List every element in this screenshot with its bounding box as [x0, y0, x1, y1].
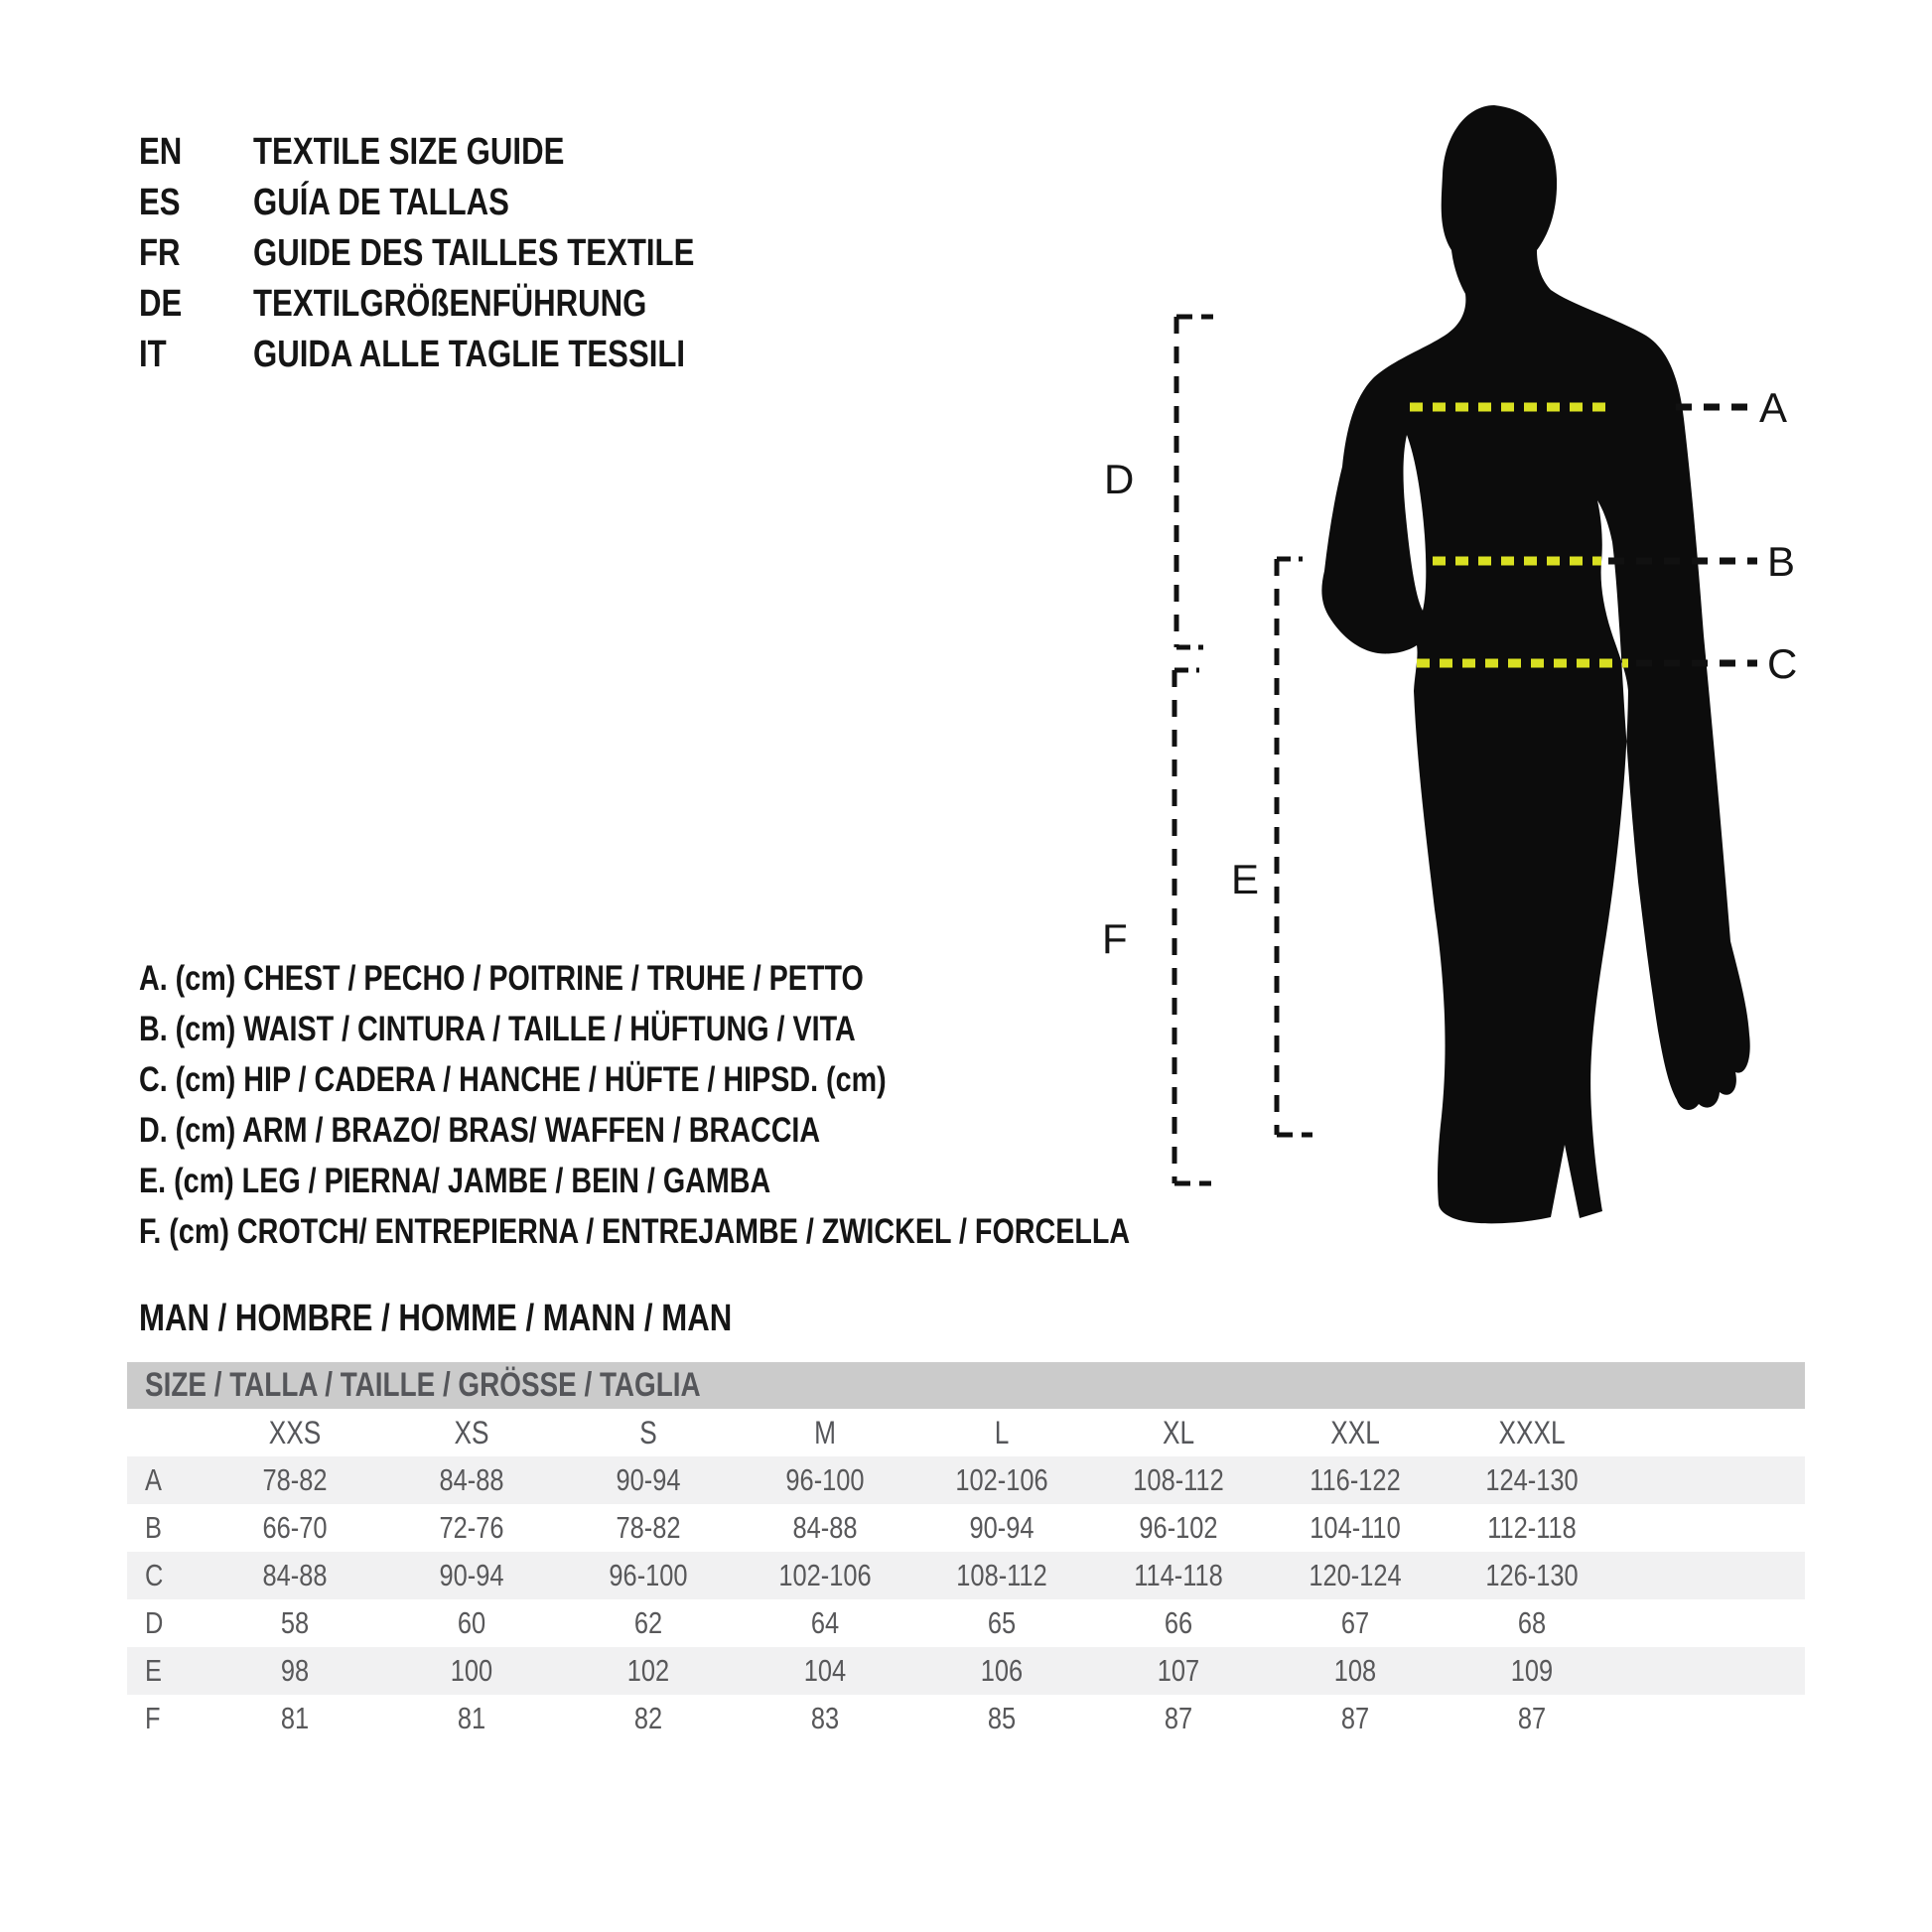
size-value: 66-70 [262, 1510, 328, 1545]
size-value: 67 [1340, 1605, 1370, 1640]
column-header: XS [454, 1414, 489, 1450]
size-value: 90-94 [969, 1510, 1035, 1545]
column-header: XXS [268, 1414, 322, 1450]
legend-line-hip: C. (cm) HIP / CADERA / HANCHE / HÜFTE / HIPSD. (cm) [139, 1059, 887, 1099]
figure-label-f: F [1102, 915, 1128, 962]
size-value: 106 [980, 1653, 1024, 1688]
legend-line-waist: B. (cm) WAIST / CINTURA / TAILLE / HÜFTUNG / VITA [139, 1009, 856, 1048]
size-value: 64 [810, 1605, 840, 1640]
figure-label-a: A [1759, 384, 1788, 431]
size-value: 87 [1164, 1701, 1193, 1735]
guide-title: TEXTILGRÖßENFÜHRUNG [253, 283, 647, 325]
size-value: 78-82 [262, 1462, 328, 1497]
size-value: 82 [633, 1701, 663, 1735]
size-value: 108-112 [956, 1558, 1047, 1592]
row-label: C [145, 1558, 164, 1592]
size-value: 116-122 [1310, 1462, 1401, 1497]
size-value: 84-88 [792, 1510, 858, 1545]
size-value: 62 [633, 1605, 663, 1640]
guide-title: GUIDA ALLE TAGLIE TESSILI [253, 334, 686, 375]
size-value: 66 [1164, 1605, 1193, 1640]
size-value: 96-102 [1139, 1510, 1218, 1545]
figure-label-e: E [1231, 856, 1260, 902]
legend-line-chest: A. (cm) CHEST / PECHO / POITRINE / TRUHE / PETTO [139, 958, 864, 998]
figure-label-d: D [1104, 456, 1135, 502]
figure-label-c: C [1767, 640, 1798, 687]
column-header: XXXL [1498, 1414, 1566, 1450]
legend-line-leg: E. (cm) LEG / PIERNA/ JAMBE / BEIN / GAMBA [139, 1161, 771, 1200]
size-value: 83 [810, 1701, 840, 1735]
row-label: E [145, 1653, 162, 1688]
guide-title: GUIDE DES TAILLES TEXTILE [253, 232, 695, 274]
row-label: F [145, 1701, 161, 1735]
size-value: 65 [987, 1605, 1017, 1640]
column-header: L [994, 1414, 1010, 1450]
size-value: 96-100 [609, 1558, 688, 1592]
size-value: 90-94 [616, 1462, 681, 1497]
size-value: 102-106 [955, 1462, 1048, 1497]
column-header: M [814, 1414, 836, 1450]
legend-line-crotch: F. (cm) CROTCH/ ENTREPIERNA / ENTREJAMBE / ZWICKEL / FORCELLA [139, 1211, 1131, 1251]
guide-title: GUÍA DE TALLAS [253, 182, 509, 223]
size-value: 96-100 [785, 1462, 865, 1497]
size-value: 108-112 [1133, 1462, 1224, 1497]
column-header: S [639, 1414, 657, 1450]
legend-line-arm: D. (cm) ARM / BRAZO/ BRAS/ WAFFEN / BRACCIA [139, 1110, 821, 1150]
size-value: 60 [457, 1605, 486, 1640]
table-title: SIZE / TALLA / TAILLE / GRÖSSE / TAGLIA [145, 1366, 701, 1404]
size-value: 100 [450, 1653, 493, 1688]
guide-title: TEXTILE SIZE GUIDE [253, 131, 565, 173]
row-label: D [145, 1605, 164, 1640]
size-value: 102 [626, 1653, 670, 1688]
size-value: 84-88 [262, 1558, 328, 1592]
category-title: MAN / HOMBRE / HOMME / MANN / MAN [139, 1297, 733, 1339]
size-value: 112-118 [1487, 1510, 1577, 1545]
size-value: 87 [1517, 1701, 1547, 1735]
size-value: 126-130 [1485, 1558, 1579, 1592]
size-value: 87 [1340, 1701, 1370, 1735]
size-value: 78-82 [616, 1510, 681, 1545]
size-value: 109 [1510, 1653, 1554, 1688]
column-header: XXL [1330, 1414, 1380, 1450]
size-value: 90-94 [439, 1558, 504, 1592]
size-value: 72-76 [439, 1510, 504, 1545]
size-value: 104 [803, 1653, 847, 1688]
size-value: 58 [280, 1605, 310, 1640]
size-value: 81 [280, 1701, 310, 1735]
language-code: DE [139, 283, 183, 325]
row-label: B [145, 1510, 162, 1545]
size-value: 108 [1333, 1653, 1377, 1688]
size-value: 85 [987, 1701, 1017, 1735]
size-value: 107 [1157, 1653, 1200, 1688]
row-label: A [145, 1462, 162, 1497]
size-value: 114-118 [1134, 1558, 1223, 1592]
size-value: 84-88 [439, 1462, 504, 1497]
figure-label-b: B [1767, 538, 1796, 585]
size-value: 68 [1517, 1605, 1547, 1640]
size-value: 124-130 [1485, 1462, 1579, 1497]
language-code: EN [139, 131, 183, 173]
size-value: 102-106 [778, 1558, 872, 1592]
size-value: 120-124 [1309, 1558, 1402, 1592]
size-value: 81 [457, 1701, 486, 1735]
column-header: XL [1162, 1414, 1195, 1450]
language-code: IT [139, 334, 167, 375]
language-code: ES [139, 182, 181, 223]
size-value: 104-110 [1310, 1510, 1401, 1545]
language-code: FR [139, 232, 181, 274]
size-value: 98 [280, 1653, 310, 1688]
